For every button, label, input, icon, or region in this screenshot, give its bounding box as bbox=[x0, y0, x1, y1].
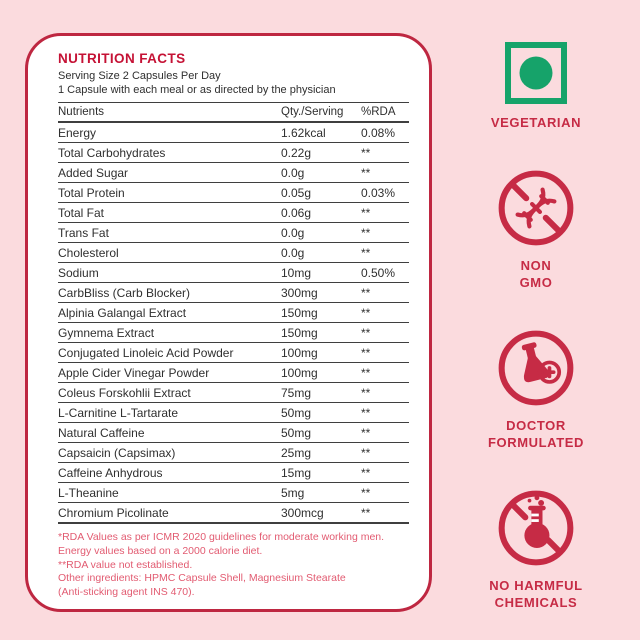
col-header-rda: %RDA bbox=[361, 106, 396, 118]
nutrient-name: Sodium bbox=[58, 265, 99, 280]
table-row bbox=[58, 343, 409, 363]
nutrient-rda: ** bbox=[361, 225, 371, 240]
table-row bbox=[58, 223, 409, 243]
nutrient-rda: 0.03% bbox=[361, 185, 396, 200]
badge-no-harmful-chemicals bbox=[489, 489, 582, 612]
nutrient-name: Gymnema Extract bbox=[58, 325, 155, 340]
nutrient-rda: ** bbox=[361, 285, 371, 300]
serving-size-line: Serving Size 2 Capsules Per Day bbox=[58, 70, 221, 82]
nutrient-name: Apple Cider Vinegar Powder bbox=[58, 365, 210, 380]
panel-title: NUTRITION FACTS bbox=[58, 51, 186, 66]
nutrient-name: Energy bbox=[58, 125, 97, 140]
nutrient-rda: ** bbox=[361, 165, 371, 180]
badge-label: NO HARMFUL CHEMICALS bbox=[489, 577, 583, 610]
nutrient-rda: ** bbox=[361, 445, 371, 460]
table-row bbox=[58, 183, 409, 203]
nutrient-qty: 0.05g bbox=[281, 185, 312, 200]
nutrient-rda: ** bbox=[361, 325, 371, 340]
nutrient-name: L-Theanine bbox=[58, 485, 119, 500]
nutrient-name: Total Fat bbox=[58, 205, 105, 220]
nutrient-name: Caffeine Anhydrous bbox=[58, 465, 163, 480]
badge-doctor-formulated bbox=[488, 329, 584, 452]
table-row bbox=[58, 423, 409, 443]
nutrient-qty: 150mg bbox=[281, 325, 318, 340]
nutrients-table bbox=[58, 102, 409, 524]
nutrient-name: Total Carbohydrates bbox=[58, 145, 166, 160]
nutrient-rda: 0.08% bbox=[361, 125, 396, 140]
footnotes bbox=[58, 531, 409, 600]
serving-directions-line: 1 Capsule with each meal or as directed by the physician bbox=[58, 83, 336, 96]
nutrient-rda: ** bbox=[361, 485, 371, 500]
table-header-row bbox=[58, 102, 409, 123]
badge-label: NON GMO bbox=[519, 257, 553, 290]
badge-vegetarian bbox=[491, 42, 581, 132]
nutrient-qty: 15mg bbox=[281, 465, 312, 480]
nutrient-name: Coleus Forskohlii Extract bbox=[58, 385, 191, 400]
nutrient-rda: ** bbox=[361, 245, 371, 260]
footnote-line: **RDA value not established. bbox=[58, 558, 193, 571]
nutrient-qty: 5mg bbox=[281, 485, 305, 500]
nutrient-rda: ** bbox=[361, 205, 371, 220]
table-row bbox=[58, 243, 409, 263]
badge-label: DOCTOR FORMULATED bbox=[487, 417, 585, 450]
table-row bbox=[58, 443, 409, 463]
table-row bbox=[58, 203, 409, 223]
table-row bbox=[58, 123, 409, 143]
nutrient-qty: 10mg bbox=[281, 265, 312, 280]
nutrient-name: L-Carnitine L-Tartarate bbox=[58, 405, 179, 420]
no-dna-icon bbox=[497, 169, 575, 247]
nutrient-qty: 0.0g bbox=[281, 225, 305, 240]
col-header-qty-serving: Qty./Serving bbox=[281, 106, 344, 118]
footnote-line: Energy values based on a 2000 calorie diet. bbox=[58, 544, 263, 557]
nutrient-rda: ** bbox=[361, 385, 371, 400]
table-row bbox=[58, 283, 409, 303]
footnote-line: *RDA Values as per ICMR 2020 guidelines for moderate working men. bbox=[58, 531, 385, 543]
table-row bbox=[58, 143, 409, 163]
nutrient-rda: 0.50% bbox=[361, 265, 396, 280]
table-row bbox=[58, 383, 409, 403]
no-flask-icon bbox=[497, 489, 575, 567]
nutrient-rda: ** bbox=[361, 465, 371, 480]
nutrient-qty: 0.0g bbox=[281, 165, 305, 180]
nutrient-qty: 0.22g bbox=[281, 145, 312, 160]
nutrient-name: Cholesterol bbox=[58, 245, 119, 260]
nutrient-qty: 1.62kcal bbox=[281, 125, 326, 140]
table-row bbox=[58, 323, 409, 343]
nutrient-qty: 150mg bbox=[281, 305, 318, 320]
nutrient-qty: 50mg bbox=[281, 425, 312, 440]
nutrient-name: Chromium Picolinate bbox=[58, 505, 169, 520]
table-row bbox=[58, 303, 409, 323]
nutrient-qty: 25mg bbox=[281, 445, 312, 460]
nutrient-name: Capsaicin (Capsimax) bbox=[58, 445, 176, 460]
nutrient-qty: 75mg bbox=[281, 385, 312, 400]
nutrient-name: Added Sugar bbox=[58, 165, 129, 180]
table-row bbox=[58, 463, 409, 483]
table-row bbox=[58, 503, 409, 524]
nutrient-rda: ** bbox=[361, 345, 371, 360]
nutrient-qty: 300mcg bbox=[281, 505, 324, 520]
table-row bbox=[58, 403, 409, 423]
nutrient-qty: 0.0g bbox=[281, 245, 305, 260]
flask-plus-icon bbox=[497, 329, 575, 407]
nutrient-qty: 100mg bbox=[281, 365, 318, 380]
col-header-nutrients: Nutrients bbox=[58, 106, 105, 118]
nutrient-name: Trans Fat bbox=[58, 225, 109, 240]
nutrients-table-body bbox=[58, 123, 409, 524]
nutrient-name: Conjugated Linoleic Acid Powder bbox=[58, 345, 234, 360]
table-row bbox=[58, 163, 409, 183]
nutrient-rda: ** bbox=[361, 505, 371, 520]
vegetarian-mark-icon bbox=[505, 42, 567, 104]
badge-label: VEGETARIAN bbox=[490, 115, 582, 130]
nutrient-rda: ** bbox=[361, 405, 371, 420]
footnote-line: Other ingredients: HPMC Capsule Shell, Magnesium Stearate bbox=[58, 572, 346, 585]
footnote-line: (Anti-sticking agent INS 470). bbox=[58, 586, 195, 599]
badge-non-gmo bbox=[497, 169, 575, 292]
nutrient-qty: 0.06g bbox=[281, 205, 312, 220]
nutrient-qty: 100mg bbox=[281, 345, 318, 360]
nutrient-rda: ** bbox=[361, 365, 371, 380]
nutrient-rda: ** bbox=[361, 425, 371, 440]
table-row bbox=[58, 263, 409, 283]
nutrient-name: Total Protein bbox=[58, 185, 125, 200]
table-row bbox=[58, 363, 409, 383]
nutrient-name: Natural Caffeine bbox=[58, 425, 145, 440]
nutrient-name: Alpinia Galangal Extract bbox=[58, 305, 187, 320]
nutrient-qty: 50mg bbox=[281, 405, 312, 420]
nutrient-rda: ** bbox=[361, 305, 371, 320]
nutrient-rda: ** bbox=[361, 145, 371, 160]
table-row bbox=[58, 483, 409, 503]
badge-column bbox=[432, 0, 640, 640]
nutrient-qty: 300mg bbox=[281, 285, 318, 300]
nutrition-facts-panel bbox=[25, 33, 432, 612]
nutrient-name: CarbBliss (Carb Blocker) bbox=[58, 285, 191, 300]
